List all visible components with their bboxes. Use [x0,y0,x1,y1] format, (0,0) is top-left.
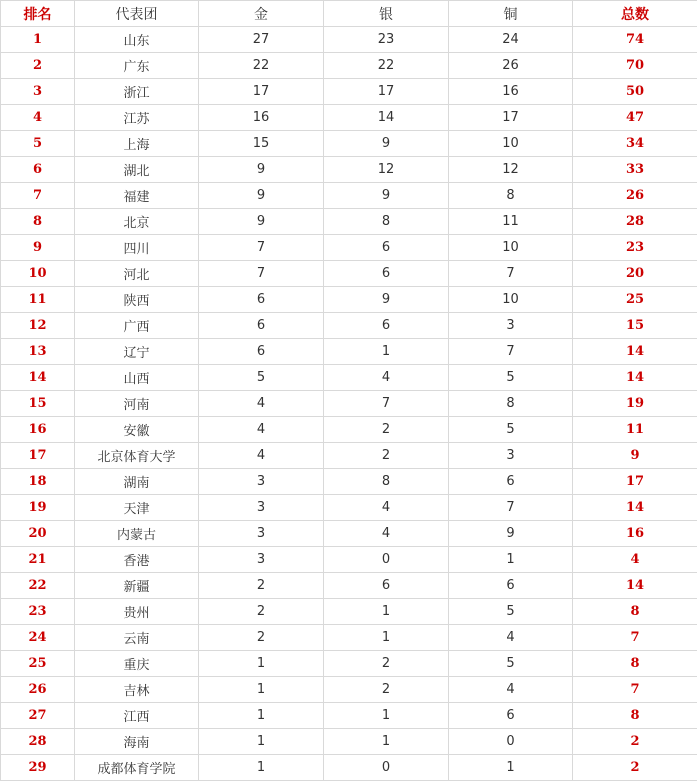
cell-bronze: 10 [449,131,573,157]
cell-delegation: 湖南 [75,469,199,495]
cell-silver: 0 [324,547,449,573]
table-row [1,339,697,365]
cell-bronze: 1 [449,547,573,573]
cell-rank: 2 [1,53,75,79]
cell-gold: 15 [199,131,324,157]
cell-delegation: 上海 [75,131,199,157]
cell-rank: 15 [1,391,75,417]
table-row [1,261,697,287]
cell-delegation: 江西 [75,703,199,729]
cell-gold: 5 [199,365,324,391]
cell-bronze: 11 [449,209,573,235]
cell-rank: 8 [1,209,75,235]
cell-gold: 2 [199,599,324,625]
cell-total: 8 [573,651,697,677]
cell-rank: 17 [1,443,75,469]
cell-bronze: 8 [449,183,573,209]
cell-delegation: 河北 [75,261,199,287]
cell-rank: 21 [1,547,75,573]
cell-gold: 7 [199,235,324,261]
cell-silver: 17 [324,79,449,105]
cell-silver: 2 [324,677,449,703]
cell-total: 7 [573,677,697,703]
cell-rank: 13 [1,339,75,365]
table-row [1,131,697,157]
table-row [1,625,697,651]
cell-gold: 6 [199,287,324,313]
table-row [1,703,697,729]
cell-gold: 22 [199,53,324,79]
cell-total: 28 [573,209,697,235]
cell-delegation: 山东 [75,27,199,53]
cell-total: 9 [573,443,697,469]
cell-silver: 2 [324,651,449,677]
cell-total: 14 [573,339,697,365]
cell-bronze: 8 [449,391,573,417]
cell-rank: 25 [1,651,75,677]
cell-delegation: 北京体育大学 [75,443,199,469]
table-row [1,105,697,131]
cell-gold: 1 [199,755,324,781]
table-row [1,287,697,313]
cell-gold: 4 [199,443,324,469]
cell-rank: 9 [1,235,75,261]
cell-total: 74 [573,27,697,53]
table-row [1,729,697,755]
cell-total: 11 [573,417,697,443]
cell-total: 7 [573,625,697,651]
cell-bronze: 7 [449,261,573,287]
cell-silver: 9 [324,287,449,313]
cell-rank: 12 [1,313,75,339]
cell-total: 34 [573,131,697,157]
cell-gold: 4 [199,417,324,443]
cell-silver: 22 [324,53,449,79]
cell-gold: 6 [199,339,324,365]
cell-gold: 3 [199,469,324,495]
cell-gold: 9 [199,157,324,183]
cell-gold: 1 [199,651,324,677]
cell-silver: 6 [324,261,449,287]
cell-silver: 2 [324,417,449,443]
cell-rank: 28 [1,729,75,755]
cell-silver: 23 [324,27,449,53]
cell-bronze: 6 [449,469,573,495]
cell-bronze: 6 [449,573,573,599]
cell-delegation: 内蒙古 [75,521,199,547]
cell-bronze: 9 [449,521,573,547]
cell-bronze: 26 [449,53,573,79]
cell-total: 33 [573,157,697,183]
table-row [1,677,697,703]
cell-total: 4 [573,547,697,573]
cell-total: 14 [573,365,697,391]
table-body [1,27,697,781]
cell-gold: 1 [199,703,324,729]
cell-bronze: 4 [449,677,573,703]
header-total: 总数 [573,1,697,27]
cell-gold: 9 [199,183,324,209]
cell-gold: 3 [199,495,324,521]
cell-gold: 1 [199,677,324,703]
cell-rank: 20 [1,521,75,547]
cell-gold: 3 [199,521,324,547]
cell-bronze: 1 [449,755,573,781]
cell-delegation: 重庆 [75,651,199,677]
cell-total: 19 [573,391,697,417]
cell-gold: 7 [199,261,324,287]
cell-rank: 5 [1,131,75,157]
cell-bronze: 7 [449,495,573,521]
table-row [1,27,697,53]
cell-total: 25 [573,287,697,313]
cell-gold: 1 [199,729,324,755]
cell-delegation: 江苏 [75,105,199,131]
cell-bronze: 5 [449,365,573,391]
cell-silver: 1 [324,625,449,651]
cell-total: 26 [573,183,697,209]
table-row [1,53,697,79]
cell-silver: 4 [324,521,449,547]
cell-silver: 2 [324,443,449,469]
table-row [1,651,697,677]
cell-delegation: 辽宁 [75,339,199,365]
cell-rank: 29 [1,755,75,781]
cell-silver: 9 [324,131,449,157]
cell-silver: 4 [324,495,449,521]
cell-rank: 14 [1,365,75,391]
cell-total: 14 [573,495,697,521]
cell-rank: 11 [1,287,75,313]
cell-total: 15 [573,313,697,339]
cell-silver: 7 [324,391,449,417]
cell-silver: 12 [324,157,449,183]
cell-silver: 1 [324,339,449,365]
cell-delegation: 湖北 [75,157,199,183]
header-delegation: 代表团 [75,1,199,27]
cell-rank: 23 [1,599,75,625]
cell-bronze: 6 [449,703,573,729]
cell-total: 17 [573,469,697,495]
cell-delegation: 云南 [75,625,199,651]
header-rank: 排名 [1,1,75,27]
cell-rank: 22 [1,573,75,599]
cell-silver: 4 [324,365,449,391]
header-gold: 金 [199,1,324,27]
cell-delegation: 广东 [75,53,199,79]
table-row [1,183,697,209]
cell-gold: 4 [199,391,324,417]
cell-delegation: 浙江 [75,79,199,105]
cell-bronze: 24 [449,27,573,53]
table-row [1,755,697,781]
cell-rank: 24 [1,625,75,651]
table-row [1,495,697,521]
cell-rank: 16 [1,417,75,443]
cell-delegation: 成都体育学院 [75,755,199,781]
cell-silver: 8 [324,209,449,235]
table-row [1,209,697,235]
table-row [1,313,697,339]
cell-bronze: 3 [449,443,573,469]
table-row [1,365,697,391]
table-row [1,79,697,105]
table-row [1,573,697,599]
cell-total: 23 [573,235,697,261]
cell-delegation: 安徽 [75,417,199,443]
cell-gold: 16 [199,105,324,131]
cell-delegation: 陕西 [75,287,199,313]
cell-delegation: 福建 [75,183,199,209]
cell-total: 8 [573,703,697,729]
cell-delegation: 四川 [75,235,199,261]
cell-rank: 4 [1,105,75,131]
table-row [1,443,697,469]
cell-gold: 9 [199,209,324,235]
table-row [1,547,697,573]
cell-gold: 6 [199,313,324,339]
cell-bronze: 17 [449,105,573,131]
cell-silver: 1 [324,729,449,755]
cell-delegation: 海南 [75,729,199,755]
table-row [1,521,697,547]
cell-bronze: 16 [449,79,573,105]
cell-delegation: 新疆 [75,573,199,599]
cell-delegation: 山西 [75,365,199,391]
cell-silver: 1 [324,703,449,729]
cell-delegation: 北京 [75,209,199,235]
cell-silver: 1 [324,599,449,625]
cell-bronze: 5 [449,417,573,443]
cell-silver: 8 [324,469,449,495]
cell-rank: 6 [1,157,75,183]
cell-silver: 6 [324,573,449,599]
cell-total: 14 [573,573,697,599]
cell-bronze: 10 [449,235,573,261]
cell-bronze: 3 [449,313,573,339]
cell-silver: 6 [324,235,449,261]
cell-silver: 0 [324,755,449,781]
cell-bronze: 10 [449,287,573,313]
cell-total: 2 [573,729,697,755]
cell-bronze: 0 [449,729,573,755]
cell-bronze: 12 [449,157,573,183]
cell-total: 70 [573,53,697,79]
cell-silver: 9 [324,183,449,209]
cell-silver: 6 [324,313,449,339]
table-row [1,157,697,183]
cell-total: 50 [573,79,697,105]
cell-rank: 1 [1,27,75,53]
cell-gold: 2 [199,625,324,651]
cell-delegation: 河南 [75,391,199,417]
cell-delegation: 天津 [75,495,199,521]
cell-bronze: 5 [449,599,573,625]
cell-delegation: 吉林 [75,677,199,703]
table-row [1,235,697,261]
cell-rank: 7 [1,183,75,209]
header-silver: 银 [324,1,449,27]
cell-rank: 26 [1,677,75,703]
cell-bronze: 5 [449,651,573,677]
cell-rank: 3 [1,79,75,105]
header-bronze: 铜 [449,1,573,27]
cell-gold: 3 [199,547,324,573]
cell-delegation: 广西 [75,313,199,339]
cell-silver: 14 [324,105,449,131]
table-row [1,469,697,495]
table-row [1,417,697,443]
table-row [1,391,697,417]
cell-delegation: 香港 [75,547,199,573]
cell-total: 47 [573,105,697,131]
cell-delegation: 贵州 [75,599,199,625]
header-row [1,1,697,27]
cell-gold: 17 [199,79,324,105]
cell-bronze: 7 [449,339,573,365]
cell-total: 20 [573,261,697,287]
cell-total: 16 [573,521,697,547]
cell-total: 2 [573,755,697,781]
table-row [1,599,697,625]
cell-rank: 19 [1,495,75,521]
cell-rank: 10 [1,261,75,287]
cell-rank: 27 [1,703,75,729]
cell-rank: 18 [1,469,75,495]
cell-total: 8 [573,599,697,625]
cell-gold: 2 [199,573,324,599]
cell-bronze: 4 [449,625,573,651]
cell-gold: 27 [199,27,324,53]
